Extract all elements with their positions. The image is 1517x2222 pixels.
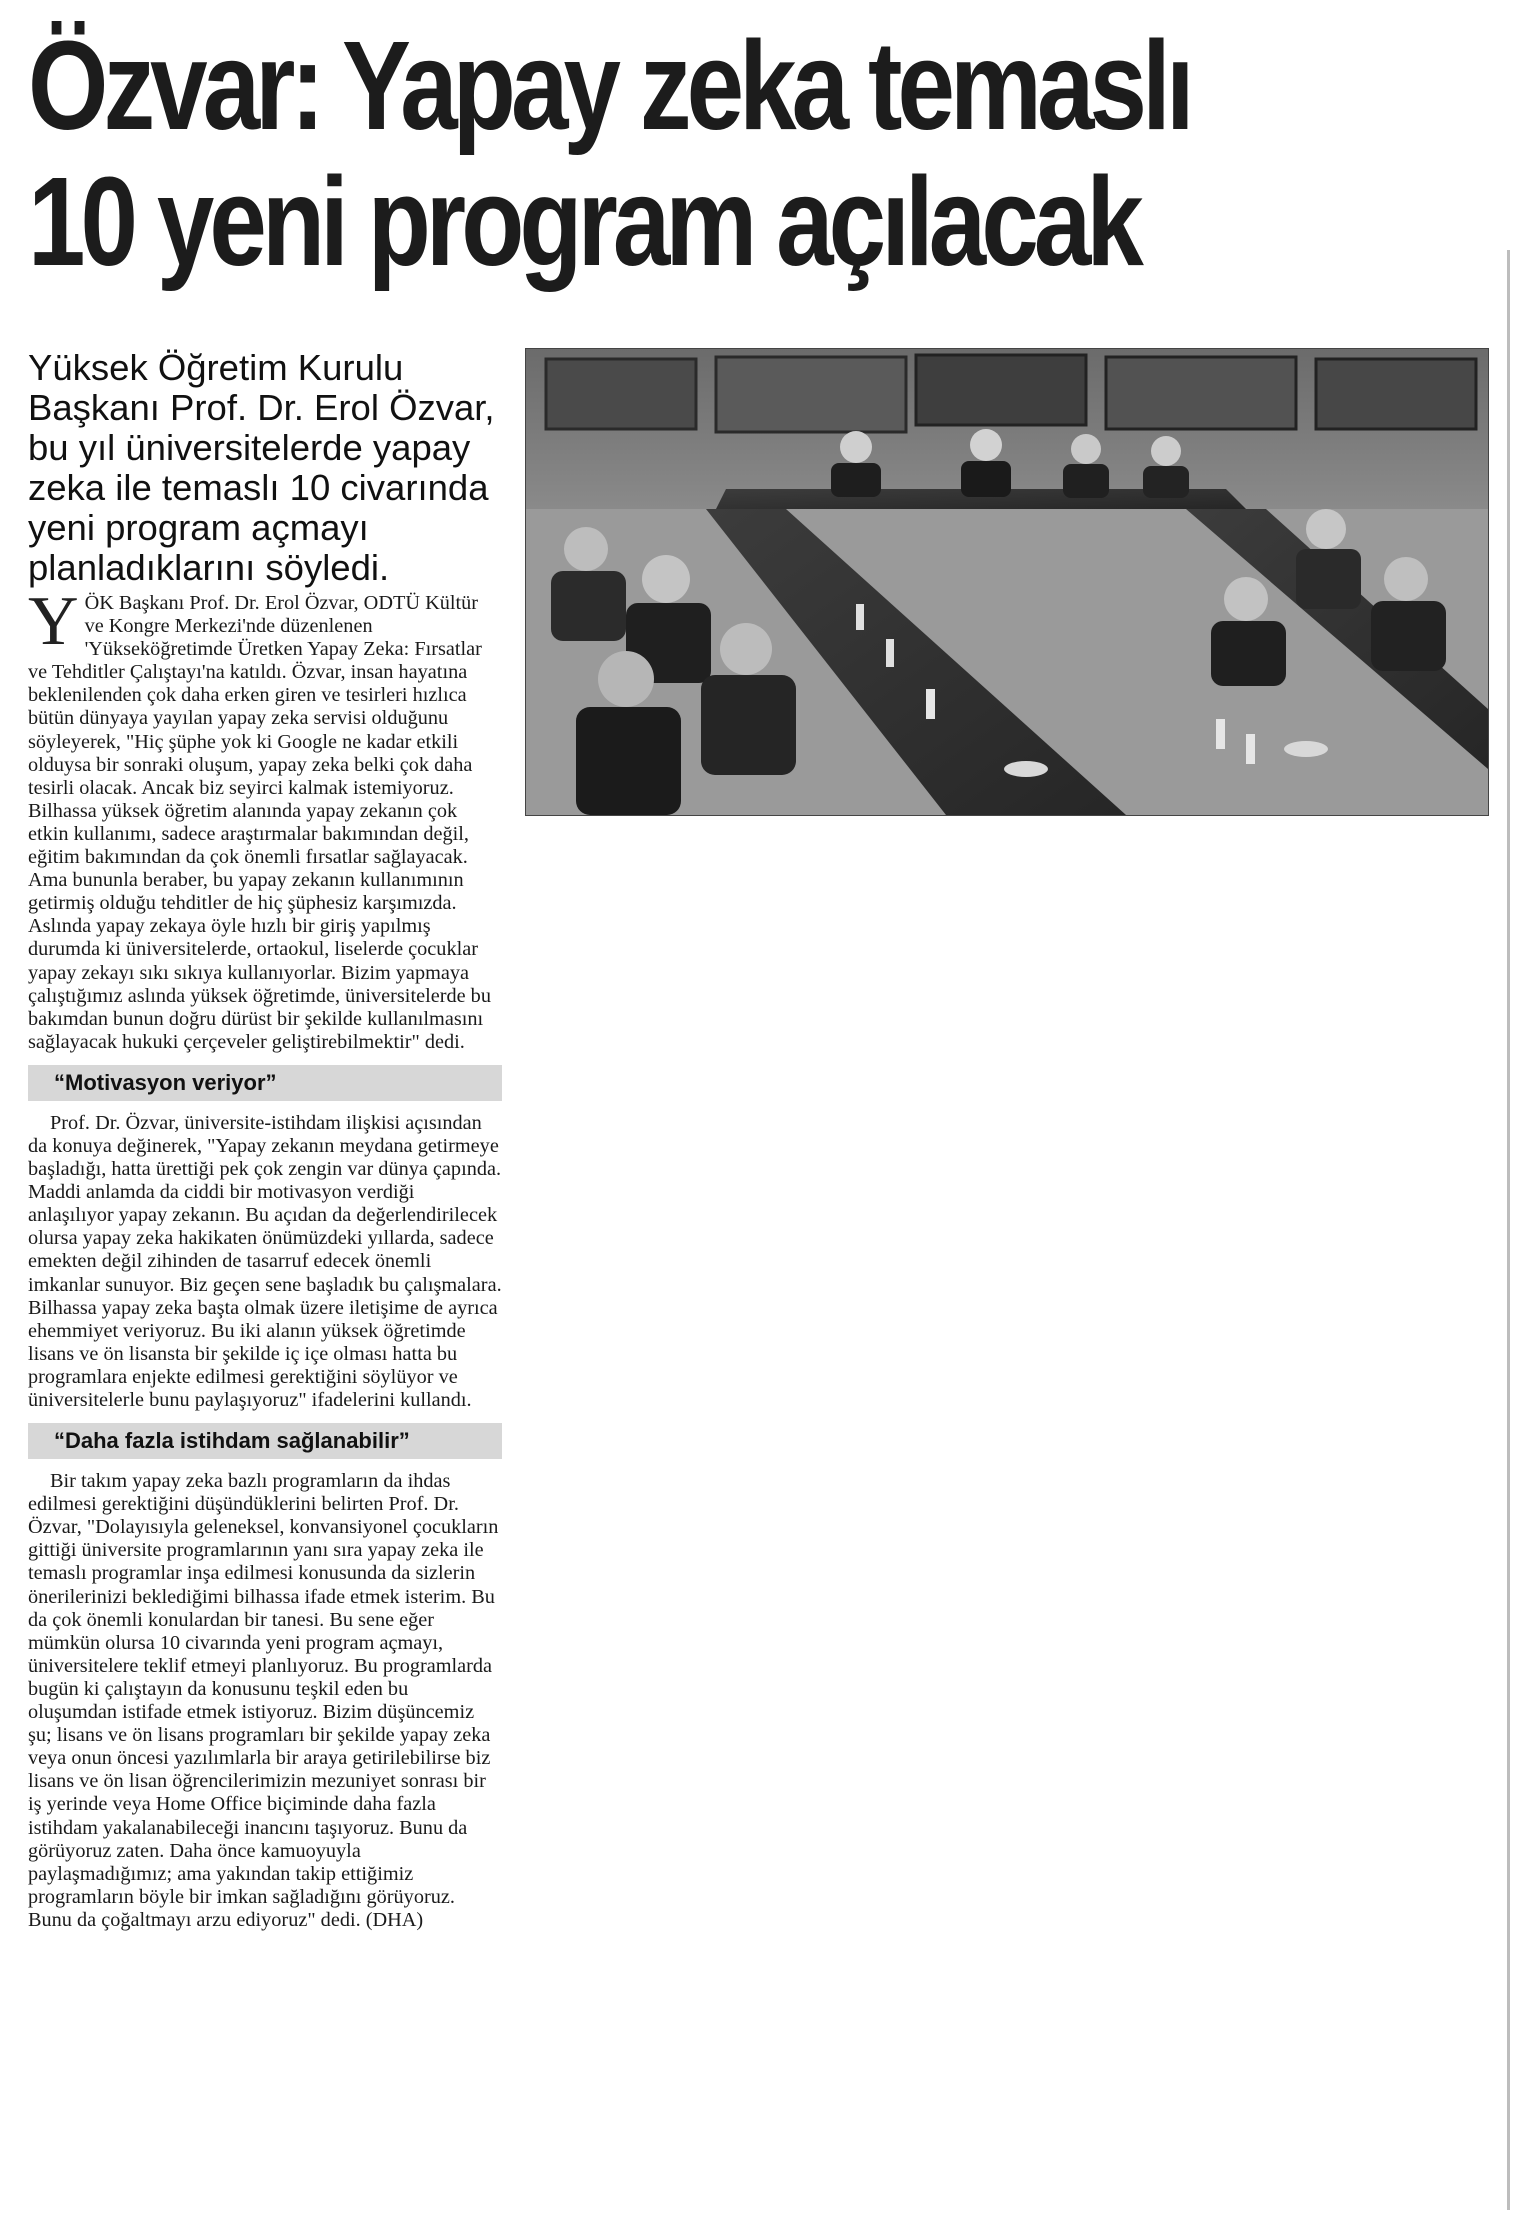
drop-cap: Y [28,583,79,660]
subheading-motivation: “Motivasyon veriyor” [28,1065,502,1101]
lead-paragraph: Yüksek Öğretim Kurulu Başkanı Prof. Dr. Erol Özvar, bu yıl üniversitelerde yapay zeka ile temaslı 10 civarında yeni program açmayı planladıklarını söyledi. [28,347,495,588]
page-edge-rule [1507,250,1510,2210]
meeting-photo [525,348,1489,816]
paragraph-1 [28,583,502,1054]
meeting-photo-illustration [526,349,1488,815]
headline [28,15,1233,292]
subheading-employment: “Daha fazla istihdam sağlanabilir” [28,1423,502,1459]
paragraph-2: Prof. Dr. Özvar, üniversite-istihdam ilişkisi açısından da konuya değinerek, "Yapay zekanın meydana getirmeye başladığı, hatta ürettiği pek çok zengin var dünya çapında. Maddi anlamda da ciddi bir motivasyon verdiği anlaşılıyor yapay zekanın. Bu açıdan da değerlendirilecek olursa yapay zeka hakikaten önümüzdeki yıllarda, sadece emekten değil zihinden de tasarruf edecek önemli imkanlar sunuyor. Biz geçen sene başladık bu çalışmalara. Bilhassa yapay zeka başta olmak üzere iletişime de ayrıca ehemmiyet veriyoruz. Bu iki alanın yüksek öğretimde lisans ve ön lisansta bir şekilde iç içe olması hatta bu programlara enjekte edilmesi gerektiğini söylüyor ve üniversitelerle bunu paylaşıyoruz" ifadelerini kullandı. [28,1111,502,1411]
article-body [28,583,502,1932]
paragraph-1-text: ÖK Başkanı Prof. Dr. Erol Özvar, ODTÜ Kültür ve Kongre Merkezi'nde düzenlenen 'Yükseköğretimde Üretken Yapay Zeka: Fırsatlar ve Tehditler Çalıştayı'na katıldı. Özvar, insan hayatına beklenilenden çok daha erken giren ve tesirleri hızlıca bütün dünyaya yayılan yapay zeka servisi olduğunu söyleyerek, "Hiç şüphe yok ki Google ne kadar etkili olduysa bir sonraki oluşum, yapay zeka belki çok daha tesirli olacak. Ancak biz seyirci kalmak istemiyoruz. Bilhassa yüksek öğretim alanında yapay zekanın çok etkin kullanımı, sadece araştırmalar bakımından değil, eğitim bakımından da çok önemli fırsatlar sağlayacak. Ama bununla beraber, bu yapay zekanın kullanımının getirmiş olduğu tehditler de hiç şüphesiz karşımızda. Aslında yapay zekaya öyle hızlı bir giriş yapılmış durumda ki üniversitelerde, ortaokul, liselerde çocuklar yapay zekayı sıkı sıkıya kullanıyorlar. Bizim yapmaya çalıştığımız aslında yüksek öğretimde, üniversitelerde bu bakımdan bunun doğru dürüst bir şekilde kullanılmasını sağlayacak hukuki çerçeveler geliştirebilmektir" dedi. [28,592,491,1053]
paragraph-3: Bir takım yapay zeka bazlı programların da ihdas edilmesi gerektiğini düşündüklerini belirten Prof. Dr. Özvar, "Dolayısıyla geleneksel, konvansiyonel çocukların gittiği üniversite programlarının yanı sıra yapay zeka ile temaslı programlar inşa edilmesi konusunda da sizlerin önerilerinizi beklediğimi bilhassa ifade etmek isterim. Bu da çok önemli konulardan bir tanesi. Bu sene eğer mümkün olursa 10 civarında yeni program açmayı, üniversitelere teklif etmeyi planlıyoruz. Bu programlarda bugün ki çalıştayın da konusunu teşkil eden bu oluşumdan istifade etmek istiyoruz. Bizim düşüncemiz şu; lisans ve ön lisans programları bir şekilde yapay zeka veya onun öncesi yazılımlarla bir araya getirilebilirse biz lisans ve ön lisan öğrencilerimizin mezuniyet sonrası bir iş yerinde veya Home Office biçiminde daha fazla istihdam yakalanabileceği inancını taşıyoruz. Bunu da görüyoruz zaten. Daha önce kamuoyuyla paylaşmadığımız; ama yakından takip ettiğimiz programların böyle bir imkan sağladığını görüyoruz. Bunu da çoğaltmayı arzu ediyoruz" dedi. (DHA) [28,1470,499,1931]
headline-line-2: 10 yeni program açılacak [28,151,1139,292]
headline-line-1: Özvar: Yapay zeka temaslı [28,15,1190,156]
